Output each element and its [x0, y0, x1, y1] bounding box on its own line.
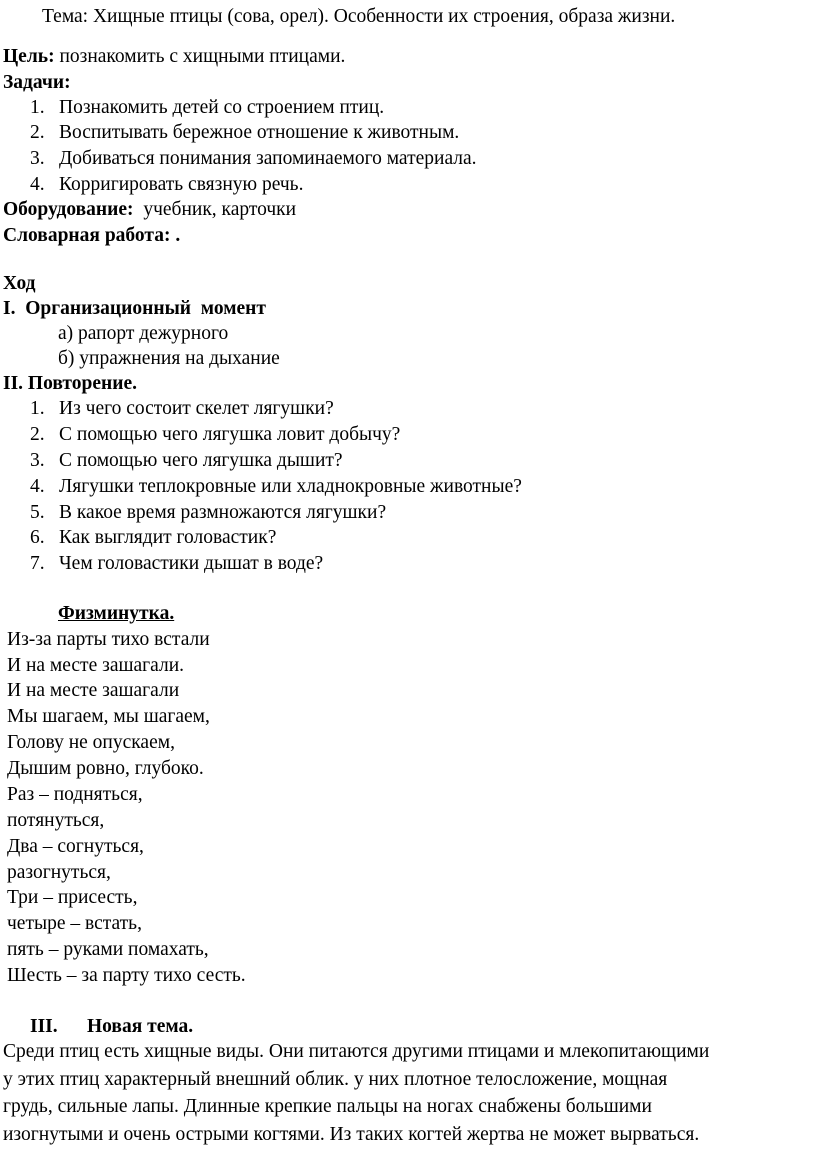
list-text: Из чего состоит скелет лягушки? [59, 398, 334, 419]
list-text: С помощью чего лягушка дышит? [59, 450, 343, 471]
list-number: 3. [30, 450, 45, 471]
list-number: 1. [30, 97, 45, 118]
poem-line: разогнуться, [7, 862, 111, 883]
poem-line: Голову не опускаем, [7, 732, 175, 753]
list-item [30, 95, 384, 120]
list-item [30, 474, 522, 499]
list-text: С помощью чего лягушка ловит добычу? [59, 424, 401, 445]
list-number: 7. [30, 553, 45, 574]
list-item [30, 500, 386, 525]
paragraph-line: у этих птиц характерный внешний облик. у них плотное телосложение, мощная [3, 1068, 668, 1090]
list-text: Добиваться понимания запоминаемого материала. [59, 148, 477, 169]
list-number: 4. [30, 476, 45, 497]
section-1-heading: I. Организационный момент [3, 298, 266, 319]
course-heading: Ход [3, 273, 36, 294]
poem-line: Мы шагаем, мы шагаем, [7, 706, 210, 727]
poem-line: четыре – встать, [7, 913, 142, 934]
section-3-heading [30, 1014, 193, 1039]
goal-label: Цель: [3, 46, 55, 67]
poem-line: Раз – подняться, [7, 784, 143, 805]
list-number: 5. [30, 502, 45, 523]
equipment-text: учебник, карточки [133, 199, 297, 220]
poem-line: потянуться, [7, 810, 105, 831]
list-number: 6. [30, 527, 45, 548]
goal-line [3, 44, 345, 69]
poem-line: Два – согнуться, [7, 836, 144, 857]
list-number: 2. [30, 424, 45, 445]
poem-line: И на месте зашагали. [7, 655, 185, 676]
poem-line: пять – руками помахать, [7, 939, 209, 960]
section-2-heading: II. Повторение. [3, 373, 137, 394]
poem-line: Шесть – за парту тихо сесть. [7, 965, 246, 986]
poem-line: Из-за парты тихо встали [7, 629, 210, 650]
list-item [30, 448, 343, 473]
equipment-label: Оборудование: [3, 199, 134, 220]
list-item [30, 146, 477, 171]
page-title: Тема: Хищные птицы (сова, орел). Особенности их строения, образа жизни. [42, 6, 676, 27]
list-text: Корригировать связную речь. [59, 174, 304, 195]
equipment-line [3, 197, 296, 222]
list-item [30, 396, 334, 421]
paragraph-line: Среди птиц есть хищные виды. Они питаются другими птицами и млекопитающими [3, 1041, 710, 1062]
list-text: Воспитывать бережное отношение к животным. [59, 122, 460, 143]
list-text: Как выглядит головастик? [59, 527, 277, 548]
poem-line: И на месте зашагали [7, 680, 180, 701]
exercise-heading: Физминутка. [58, 603, 175, 624]
goal-text: познакомить с хищными птицами. [54, 46, 346, 67]
poem-line: Три – присесть, [7, 887, 138, 908]
list-number: 2. [30, 122, 45, 143]
paragraph-line: изогнутыми и очень острыми когтями. Из таких когтей жертва не может вырваться. [3, 1123, 700, 1145]
list-number: 4. [30, 174, 45, 195]
list-text: Чем головастики дышат в воде? [59, 553, 324, 574]
tasks-heading: Задачи: [3, 72, 71, 93]
list-text: Познакомить детей со строением птиц. [59, 97, 385, 118]
list-number: 3. [30, 148, 45, 169]
list-text: В какое время размножаются лягушки? [59, 502, 387, 523]
list-item [30, 525, 276, 550]
section-3-title: Новая тема. [87, 1016, 194, 1037]
list-item: а) рапорт дежурного [58, 323, 229, 344]
list-number: 1. [30, 398, 45, 419]
section-3-number: III. [30, 1016, 58, 1037]
list-item: б) упражнения на дыхание [58, 348, 280, 369]
list-text: Лягушки теплокровные или хладнокровные животные? [59, 476, 522, 497]
list-item [30, 422, 400, 447]
section-3-paragraph [3, 1038, 811, 1148]
list-item [30, 551, 323, 576]
list-item [30, 120, 459, 145]
paragraph-line: грудь, сильные лапы. Длинные крепкие пальцы на ногах снабжены большими [3, 1096, 652, 1117]
vocabulary-heading: Словарная работа: . [3, 225, 181, 246]
list-item [30, 172, 303, 197]
poem-line: Дышим ровно, глубоко. [7, 758, 204, 779]
